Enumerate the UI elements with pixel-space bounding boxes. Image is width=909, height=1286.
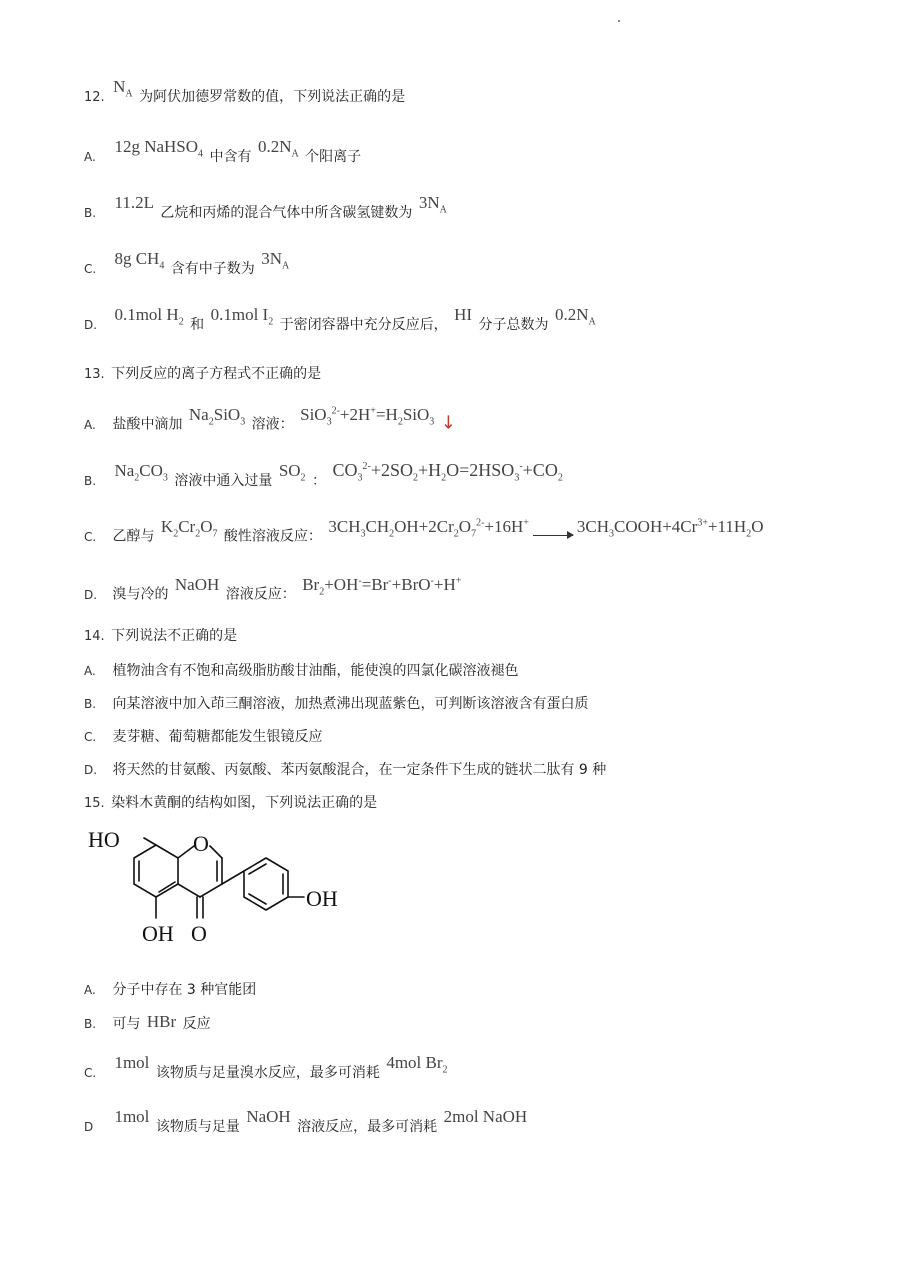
- option-text: 该物质与足量: [155, 1119, 240, 1135]
- q12-option-d: [84, 305, 598, 341]
- option-label: D.: [84, 587, 98, 602]
- option-label: C.: [84, 1066, 97, 1080]
- formula: 4mol $Br_2$: [386, 1053, 448, 1076]
- option-text: 分子总数为: [478, 317, 549, 333]
- oh-right-label: OH: [306, 886, 338, 911]
- formula: $Na_2CO_3$: [114, 461, 168, 484]
- q13-stem: [84, 364, 321, 385]
- q13-option-c: [84, 516, 765, 553]
- q14-option-a: [84, 661, 518, 681]
- formula: 12g NaHSO$_4$: [114, 137, 204, 160]
- oh-bottom-label: OH: [142, 921, 174, 946]
- option-label: A.: [84, 983, 96, 997]
- q12-option-a: [84, 137, 362, 173]
- formula: 0.1mol $H_2$: [114, 305, 184, 328]
- option-label: C.: [84, 262, 97, 276]
- option-text: ：: [312, 473, 326, 489]
- q15-option-b: [84, 1013, 211, 1034]
- option-label: D.: [84, 318, 98, 332]
- genistein-structure-diagram: [84, 826, 394, 950]
- formula: $Na_2SiO_3$: [188, 404, 246, 428]
- option-text: 酸性溶液反应：: [223, 528, 322, 545]
- formula: 8g $CH_4$: [114, 249, 165, 272]
- q12-option-c: [84, 249, 291, 285]
- option-text: 乙醇与: [112, 528, 155, 545]
- q15-stem: [84, 793, 377, 814]
- stem-text: 为阿伏加德罗常数的值，下列说法正确的是: [139, 89, 406, 105]
- formula: HI: [454, 305, 473, 324]
- option-text: 向某溶液中加入茚三酮溶液，加热煮沸出现蓝紫色，可判断该溶液含有蛋白质: [112, 696, 589, 712]
- formula: 1mol: [114, 1053, 150, 1072]
- q13-option-b: [84, 460, 565, 498]
- option-text: 于密闭容器中充分反应后，: [279, 317, 448, 333]
- formula: 0.1mol $I_2$: [210, 305, 274, 328]
- stray-dot: [618, 20, 620, 22]
- formula: 2mol NaOH: [443, 1107, 528, 1126]
- option-label: A.: [84, 417, 96, 432]
- formula: 1mol: [114, 1107, 150, 1126]
- formula: $N_A$: [113, 77, 133, 100]
- option-text: 该物质与足量溴水反应，最多可消耗: [155, 1065, 380, 1081]
- ionic-equation-left: $3CH_3CH_2OH+2Cr_2O_7^{2-}+16H^+$: [328, 516, 529, 540]
- option-text: 可与: [112, 1016, 141, 1032]
- precipitate-arrow-icon: ↓: [440, 412, 456, 434]
- option-text: 溴与冷的: [112, 586, 169, 603]
- formula: 11.2L: [114, 193, 154, 212]
- option-text: 溶液反应，最多可消耗: [297, 1119, 438, 1135]
- q14-stem: [84, 626, 237, 647]
- question-number: 12.: [84, 90, 105, 105]
- formula: NaOH: [174, 574, 220, 594]
- option-label: A.: [84, 664, 96, 678]
- stem-text: 下列说法不正确的是: [111, 628, 238, 644]
- q12-option-b: [84, 193, 449, 229]
- option-label: D: [84, 1120, 94, 1134]
- option-text: 溶液中通入过量: [174, 473, 273, 489]
- option-label: B.: [84, 697, 97, 711]
- option-label: B.: [84, 206, 97, 220]
- option-label: B.: [84, 1017, 97, 1031]
- option-text: 将天然的甘氨酸、丙氨酸、苯丙氨酸混合，在一定条件下生成的链状二肽有 9 种: [112, 762, 607, 778]
- formula: $0.2N_A$: [554, 305, 596, 328]
- option-text: 盐酸中滴加: [112, 416, 183, 433]
- option-text: 个阳离子: [305, 149, 362, 165]
- option-text: 溶液反应：: [225, 586, 296, 603]
- stem-text: 染料木黄酮的结构如图，下列说法正确的是: [111, 795, 378, 811]
- option-label: C.: [84, 529, 97, 544]
- q14-option-c: [84, 727, 322, 747]
- formula: $3N_A$: [418, 193, 447, 216]
- option-text: 分子中存在 3 种官能团: [112, 982, 257, 998]
- q15-option-a: [84, 980, 256, 1000]
- formula: NaOH: [246, 1107, 291, 1126]
- option-text: 乙烷和丙烯的混合气体中所含碳氢键数为: [160, 205, 413, 221]
- q12-stem: [84, 77, 406, 113]
- ionic-equation-right: $3CH_3COOH+4Cr^{3+}+11H_2O$: [576, 516, 764, 540]
- option-label: A.: [84, 150, 96, 164]
- formula: $3N_A$: [261, 249, 290, 272]
- formula: HBr: [146, 1012, 177, 1031]
- q15-option-d: [84, 1107, 529, 1137]
- ionic-equation: $SiO_3^{2-}+2H^+=H_2SiO_3$: [300, 404, 435, 428]
- question-number: 14.: [84, 629, 105, 644]
- option-label: D.: [84, 763, 98, 777]
- option-label: B.: [84, 474, 97, 488]
- option-text: 溶液：: [251, 416, 294, 433]
- q13-option-d: [84, 574, 463, 611]
- option-label: C.: [84, 730, 97, 744]
- question-number: 15.: [84, 796, 105, 811]
- q13-option-a: [84, 404, 456, 441]
- carbonyl-oxygen-label: O: [191, 921, 207, 946]
- formula: $K_2Cr_2O_7$: [160, 516, 218, 540]
- option-text: 麦芽糖、葡萄糖都能发生银镜反应: [112, 729, 323, 745]
- question-number: 13.: [84, 367, 105, 382]
- option-text: 和: [190, 317, 205, 333]
- option-text: 反应: [182, 1016, 211, 1032]
- option-text: 含有中子数为: [170, 261, 255, 277]
- stem-text: 下列反应的离子方程式不正确的是: [111, 366, 322, 382]
- q14-option-d: [84, 760, 606, 780]
- option-text: 植物油含有不饱和高级脂肪酸甘油酯，能使溴的四氯化碳溶液褪色: [112, 663, 519, 679]
- formula: $0.2N_A$: [257, 137, 299, 160]
- ionic-equation: $Br_2+OH^-=Br^-+BrO^-+H^+$: [302, 574, 462, 598]
- formula: $SO_2$: [278, 461, 306, 484]
- ho-label: HO: [88, 827, 120, 852]
- reaction-arrow-icon: [533, 535, 573, 536]
- ionic-equation: $CO_3^{2-}+2SO_2+H_2O=2HSO_3^-+CO_2$: [332, 460, 563, 484]
- ring-oxygen-label: O: [193, 831, 209, 856]
- q15-option-c: [84, 1053, 450, 1089]
- q14-option-b: [84, 694, 588, 714]
- option-text: 中含有: [209, 149, 252, 165]
